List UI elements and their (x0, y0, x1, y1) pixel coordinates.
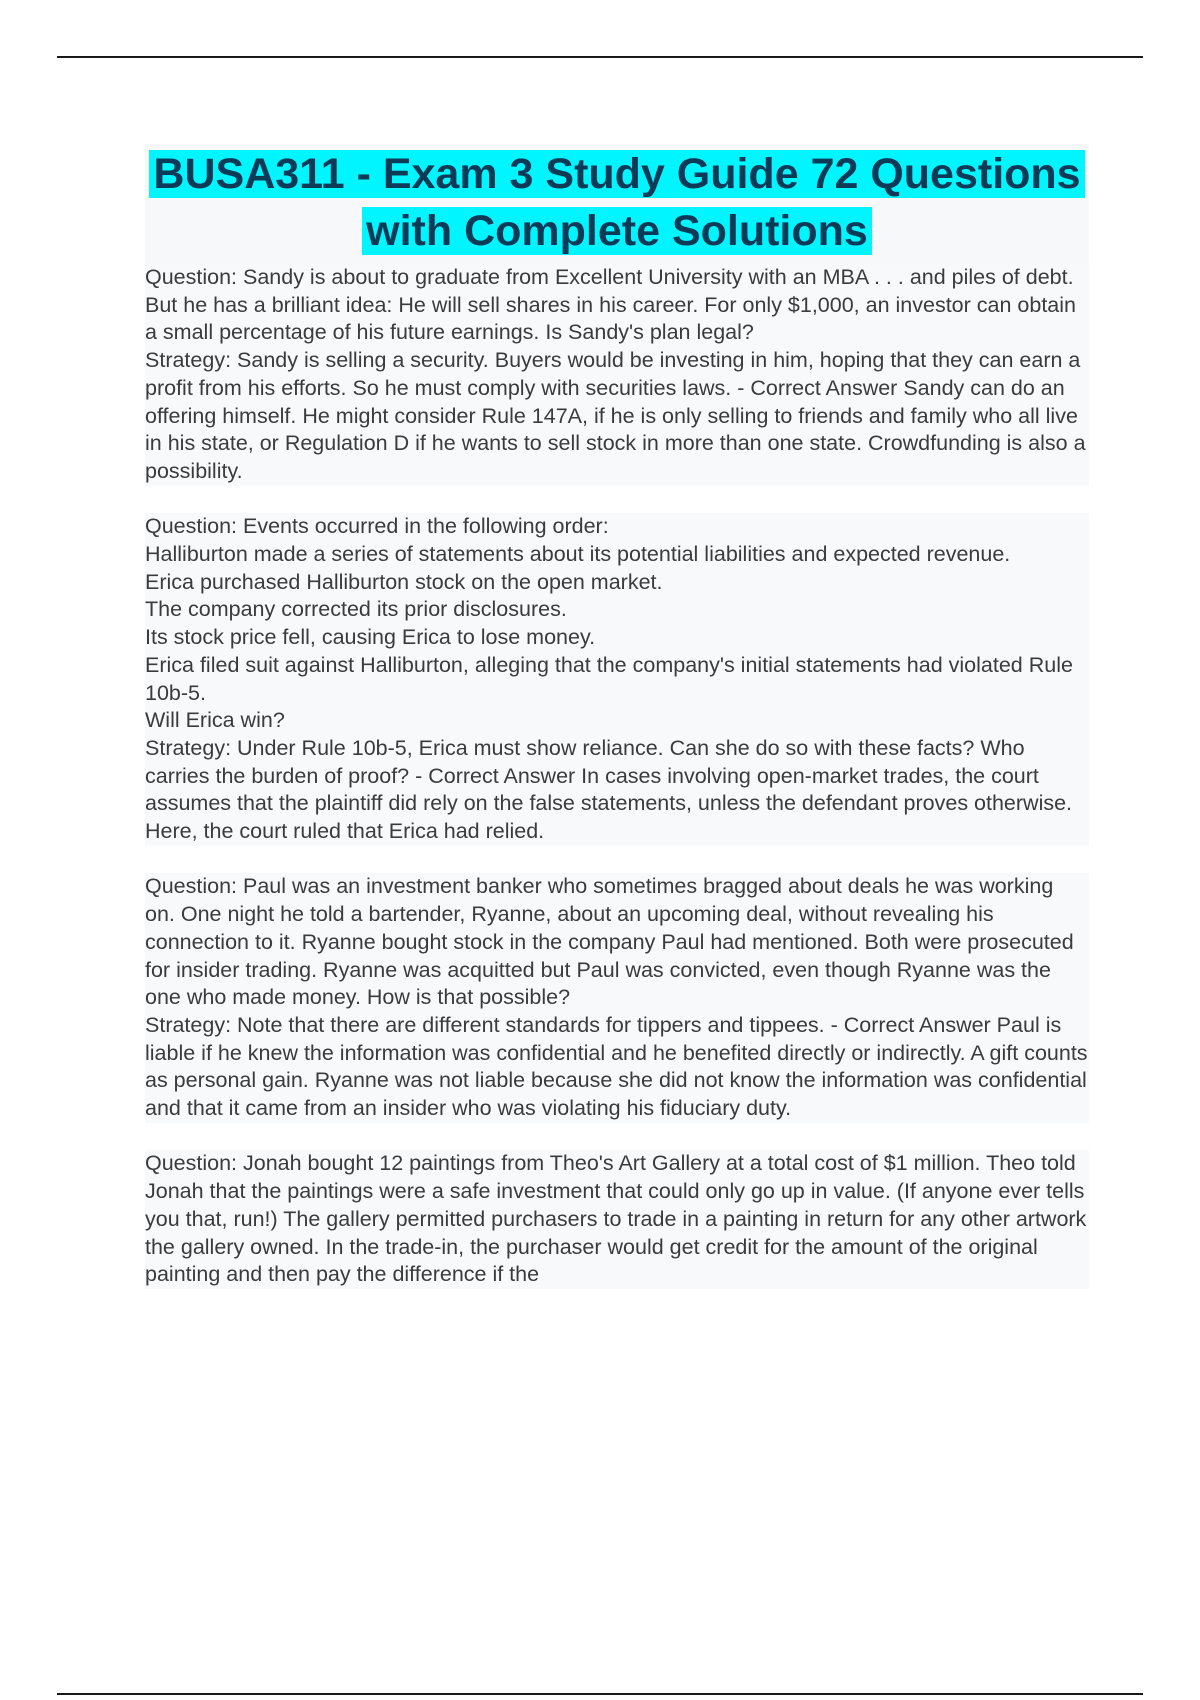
header-rule (57, 56, 1143, 58)
event-line: Erica filed suit against Halliburton, alleging that the company's initial statements had violated Rule 10b-5. (145, 652, 1073, 705)
block-spacer (145, 486, 1089, 514)
question-text: Question: Jonah bought 12 paintings from Theo's Art Gallery at a total cost of $1 million. Theo told Jonah that the paintings were a safe investment that could only go up in value. (If anyone ever tells you that, run!) The gallery permitted purchasers to trade in a painting in return for any other artwork the gallery owned. In the trade-in, the purchaser would get credit for the amount of the original painting and then pay the difference if the (145, 1151, 1087, 1287)
qa-block-4 (145, 1150, 1089, 1289)
block-spacer (145, 1123, 1089, 1151)
title-block (145, 144, 1089, 264)
question-text: Question: Paul was an investment banker who sometimes bragged about deals he was working on. One night he told a bartender, Ryanne, about an upcoming deal, without revealing his connection to it. Ryanne bought stock in the company Paul had mentioned. Both were prosecuted for insider trading. Ryanne was acquitted but Paul was convicted, even though Ryanne was the one who made money. How is that possible? (145, 874, 1074, 1010)
strategy-answer-text: Strategy: Sandy is selling a security. Buyers would be investing in him, hoping that they can earn a profit from his efforts. So he must comply with securities laws. - Correct Answer Sandy can do an offering himself. He might consider Rule 147A, if he is only selling to friends and family who all live in his state, or Regulation D if he wants to sell stock in more than one state. Crowdfunding is also a possibility. (145, 348, 1086, 483)
question-text: Question: Sandy is about to graduate from Excellent University with an MBA . . . and piles of debt. But he has a brilliant idea: He will sell shares in his career. For only $1,000, an investor can obtain a small percentage of his future earnings. Is Sandy's plan legal? (145, 265, 1076, 345)
event-line: The company corrected its prior disclosures. (145, 597, 567, 622)
footer-rule (57, 1693, 1143, 1695)
question-text: Question: Events occurred in the following order: (145, 514, 609, 539)
strategy-answer-text: Strategy: Note that there are different standards for tippers and tippees. - Correct Answer Paul is liable if he knew the information was confidential and he benefited directly or indirectly. A gift counts as personal gain. Ryanne was not liable because she did not know the information was confidential and that it came from an insider who was violating his fiduciary duty. (145, 1012, 1088, 1121)
strategy-answer-text: Strategy: Under Rule 10b-5, Erica must show reliance. Can she do so with these facts? Who carries the burden of proof? - Correct Answer In cases involving open-market trades, the court assumes that the plaintiff did rely on the false statements, unless the defendant proves otherwise. Here, the court ruled that Erica had relied. (145, 735, 1073, 844)
question-prompt: Will Erica win? (145, 708, 285, 733)
block-spacer (145, 846, 1089, 874)
qa-block-3 (145, 873, 1089, 1122)
document-body (145, 144, 1089, 1289)
event-line: Erica purchased Halliburton stock on the open market. (145, 569, 663, 594)
document-title: BUSA311 - Exam 3 Study Guide 72 Questions with Complete Solutions (149, 150, 1084, 255)
qa-block-2 (145, 513, 1089, 845)
event-line: Its stock price fell, causing Erica to lose money. (145, 625, 596, 650)
event-line: Halliburton made a series of statements about its potential liabilities and expected revenue. (145, 542, 1011, 567)
qa-block-1 (145, 264, 1089, 486)
